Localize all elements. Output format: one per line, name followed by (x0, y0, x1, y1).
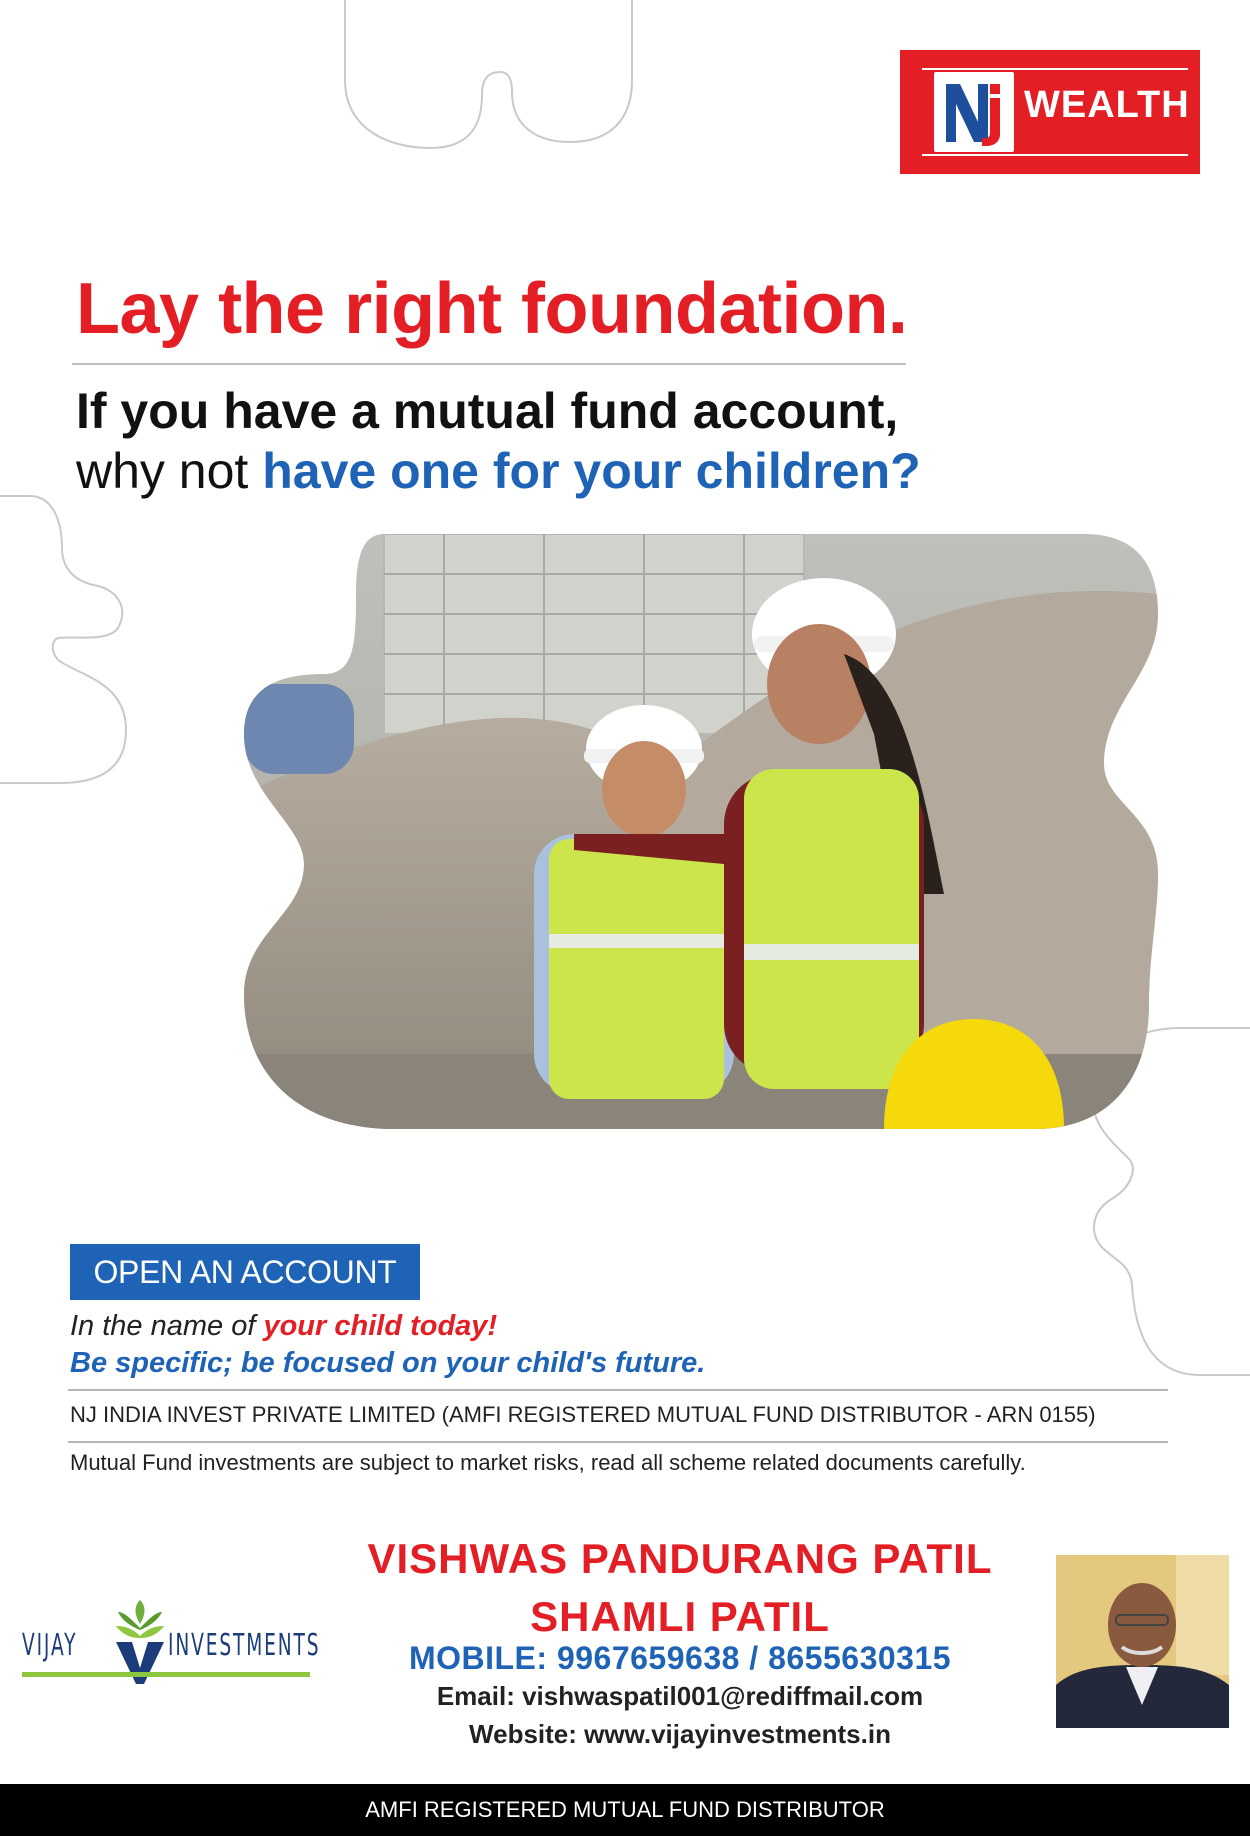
distributor-name-1: VISHWAS PANDURANG PATIL (367, 1535, 993, 1582)
legal-divider-top (68, 1389, 1168, 1391)
subheadline-line2 (76, 442, 921, 500)
footer-text: AMFI REGISTERED MUTUAL FUND DISTRIBUTOR (365, 1797, 885, 1822)
left-curve-shape (0, 496, 126, 783)
top-curve-shape (345, 0, 632, 148)
cta-tagline-prefix: In the name of (70, 1310, 256, 1342)
cta-tagline-emphasis: your child today! (263, 1310, 498, 1342)
logo-top-rule (922, 68, 1188, 70)
legal-disclaimer: Mutual Fund investments are subject to market risks, read all scheme related documents carefully. (70, 1450, 1026, 1475)
cta-tagline (70, 1310, 497, 1343)
legal-distributor-line: NJ INDIA INVEST PRIVATE LIMITED (AMFI REGISTERED MUTUAL FUND DISTRIBUTOR - ARN 0155) (70, 1402, 1096, 1427)
nj-wealth-logo (900, 50, 1200, 174)
subheadline-line1: If you have a mutual fund account, (76, 383, 899, 439)
logo-text-investments: INVESTMENTS (168, 1628, 321, 1663)
open-account-button[interactable]: OPEN AN ACCOUNT (70, 1244, 420, 1300)
logo-bottom-rule (922, 154, 1188, 156)
cta-tagline-2: Be specific; be focused on your child's future. (70, 1347, 706, 1379)
vijay-investments-logo (18, 1598, 321, 1698)
logo-text-vijay: VIJAY (22, 1628, 78, 1663)
legal-divider-middle (68, 1441, 1168, 1443)
website-link[interactable]: Website: www.vijayinvestments.in (469, 1719, 891, 1749)
mobile-numbers[interactable]: MOBILE: 9967659638 / 8655630315 (408, 1640, 952, 1676)
footer-bar (0, 1784, 1250, 1836)
nj-mark-icon (934, 72, 1014, 152)
logo-underline (22, 1672, 310, 1677)
distributor-portrait (1056, 1555, 1229, 1728)
headline-divider (72, 363, 906, 365)
subheadline-prefix: why not (76, 443, 249, 499)
headline: Lay the right foundation. (76, 269, 908, 349)
hero-photo (244, 534, 1158, 1129)
subheadline-emphasis: have one for your children? (262, 443, 921, 499)
email-link[interactable]: Email: vishwaspatil001@rediffmail.com (436, 1681, 924, 1711)
logo-wordmark: WEALTH (1024, 84, 1190, 126)
distributor-name-2: SHAMLI PATIL (530, 1593, 830, 1640)
